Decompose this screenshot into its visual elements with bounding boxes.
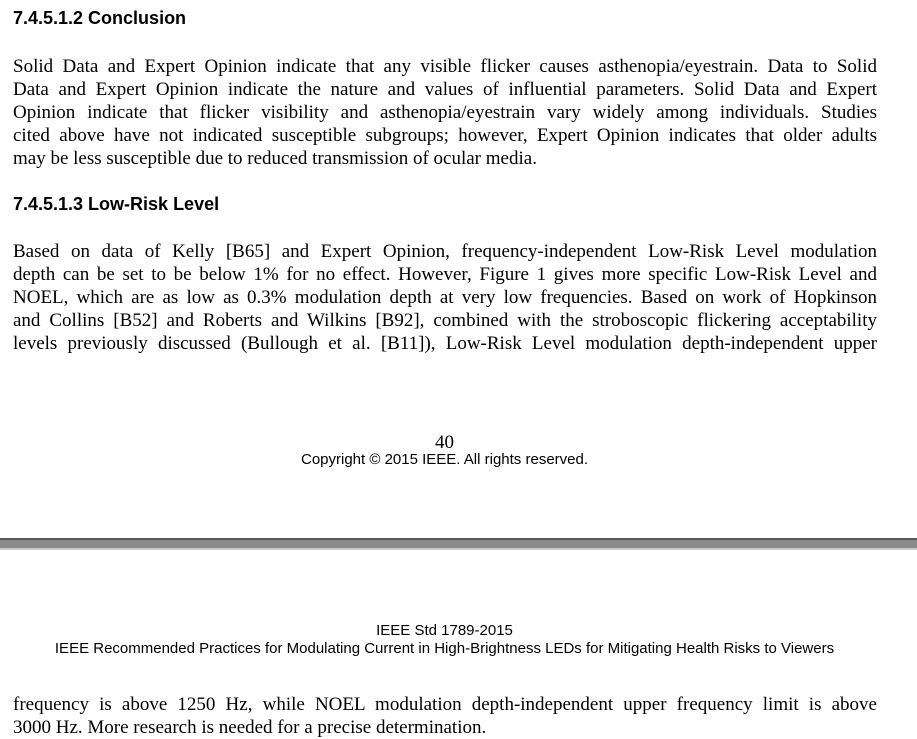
page-separator bbox=[0, 538, 917, 550]
text-line: NOEL, which are as low as 0.3% modulation depth at very low frequencies. Based on work of Hopkinson bbox=[13, 287, 877, 308]
section-heading-conclusion: 7.4.5.1.2 Conclusion bbox=[13, 8, 187, 28]
text-line: and Collins [B52] and Roberts and Wilkins [B92], combined with the stroboscopic flickering acceptability bbox=[13, 310, 877, 331]
running-header-standard-number: IEEE Std 1789-2015 bbox=[376, 622, 513, 639]
text-line: Solid Data and Expert Opinion indicate that any visible flicker causes asthenopia/eyestrain. Data to Solid bbox=[13, 56, 877, 77]
text-line: Opinion indicate that flicker visibility and asthenopia/eyestrain vary widely among individuals. Studies bbox=[13, 102, 877, 123]
section-heading-low-risk-level: 7.4.5.1.3 Low-Risk Level bbox=[13, 194, 220, 214]
text-line: may be less susceptible due to reduced transmission of ocular media. bbox=[13, 148, 537, 169]
text-line: 3000 Hz. More research is needed for a precise determination. bbox=[13, 717, 487, 738]
text-line: frequency is above 1250 Hz, while NOEL modulation depth-independent upper frequency limit is above bbox=[13, 694, 877, 715]
running-header-standard-title: IEEE Recommended Practices for Modulating Current in High-Brightness LEDs for Mitigating Health Risks to Viewers bbox=[54, 640, 835, 657]
text-line: cited above have not indicated susceptible subgroups; however, Expert Opinion indicates that older adults bbox=[13, 125, 877, 146]
text-line: Based on data of Kelly [B65] and Expert Opinion, frequency-independent Low-Risk Level modulation bbox=[13, 241, 877, 262]
paragraph-continuation bbox=[13, 693, 877, 739]
text-line: levels previously discussed (Bullough et al. [B11]), Low-Risk Level modulation depth-independent upper bbox=[13, 333, 877, 354]
page-number: 40 bbox=[435, 432, 454, 453]
copyright-notice: Copyright © 2015 IEEE. All rights reserved. bbox=[300, 451, 589, 468]
paragraph-conclusion bbox=[13, 55, 877, 170]
text-line: depth can be set to be below 1% for no effect. However, Figure 1 gives more specific Low-Risk Level and bbox=[13, 264, 877, 285]
paragraph-low-risk-level bbox=[13, 240, 877, 355]
text-line: Data and Expert Opinion indicate the nature and values of influential parameters. Solid Data and Expert bbox=[13, 79, 877, 100]
